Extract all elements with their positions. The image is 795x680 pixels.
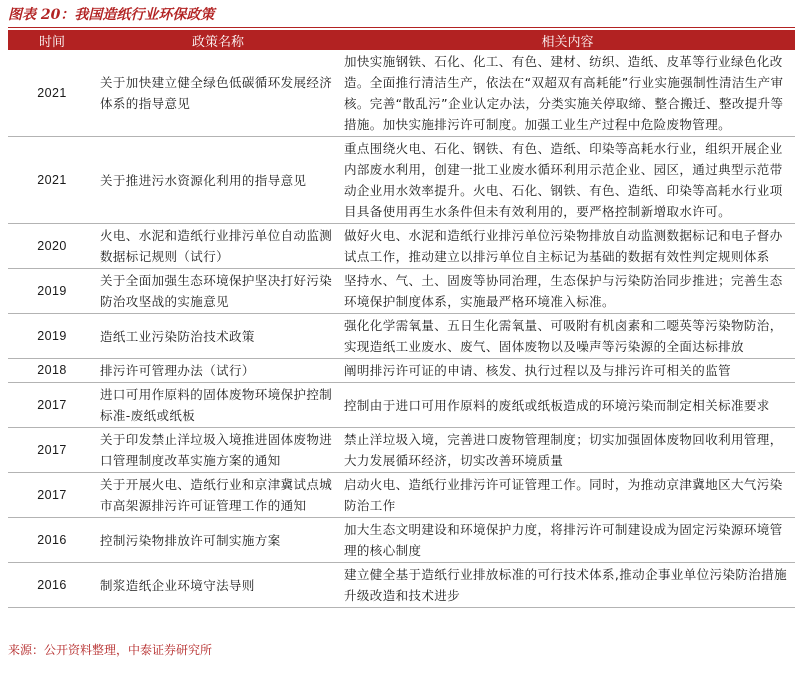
year-cell: 2019 bbox=[8, 269, 96, 314]
content-cell: 做好火电、水泥和造纸行业排污单位污染物排放自动监测数据标记和电子督办试点工作，推动建立以排污单位自主标记为基础的数据有效性判定规则体系 bbox=[340, 224, 795, 269]
policy-name-cell: 关于全面加强生态环境保护坚决打好污染防治攻坚战的实施意见 bbox=[96, 269, 340, 314]
table-row bbox=[8, 428, 795, 473]
table-row bbox=[8, 50, 795, 137]
policy-name-cell: 关于推进污水资源化利用的指导意见 bbox=[96, 137, 340, 224]
header-time: 时间 bbox=[8, 30, 96, 50]
source-note: 来源：公开资料整理，中泰证券研究所 bbox=[8, 643, 213, 657]
content-cell: 禁止洋垃圾入境，完善进口废物管理制度；切实加强固体废物回收利用管理，大力发展循环经济，切实改善环境质量 bbox=[340, 428, 795, 473]
policy-name-cell: 控制污染物排放许可制实施方案 bbox=[96, 518, 340, 563]
year-cell: 2017 bbox=[8, 428, 96, 473]
policy-name-cell: 排污许可管理办法（试行） bbox=[96, 359, 340, 383]
table-row bbox=[8, 137, 795, 224]
figure-title: 图表 20：我国造纸行业环保政策 bbox=[8, 7, 215, 23]
content-cell: 重点围绕火电、石化、钢铁、有色、造纸、印染等高耗水行业，组织开展企业内部废水利用，创建一批工业废水循环利用示范企业、园区，通过典型示范带动企业用水效率提升。火电、石化、钢铁、有色、造纸、印染等高耗水行业项目具备使用再生水条件但未有效利用的，要严格控制新增取水许可。 bbox=[340, 137, 795, 224]
content-cell: 坚持水、气、土、固废等协同治理，生态保护与污染防治同步推进；完善生态环境保护制度体系，实施最严格环境准入标准。 bbox=[340, 269, 795, 314]
content-cell: 加快实施钢铁、石化、化工、有色、建材、纺织、造纸、皮革等行业绿色化改造。全面推行清洁生产，依法在“双超双有高耗能”行业实施强制性清洁生产审核。完善“散乱污”企业认定办法，分类实施关停取缔、整合搬迁、整改提升等措施。加快实施排污许可制度。加强工业生产过程中危险废物管理。 bbox=[340, 50, 795, 137]
table-header-row bbox=[8, 30, 795, 50]
table-row bbox=[8, 518, 795, 563]
table-row bbox=[8, 269, 795, 314]
year-cell: 2016 bbox=[8, 563, 96, 608]
content-cell: 强化化学需氧量、五日生化需氧量、可吸附有机卤素和二噁英等污染物防治，实现造纸工业废水、废气、固体废物以及噪声等污染源的全面达标排放 bbox=[340, 314, 795, 359]
year-cell: 2021 bbox=[8, 50, 96, 137]
policy-name-cell: 制浆造纸企业环境守法导则 bbox=[96, 563, 340, 608]
policy-name-cell: 进口可用作原料的固体废物环境保护控制标准-废纸或纸板 bbox=[96, 383, 340, 428]
table-row bbox=[8, 383, 795, 428]
year-cell: 2017 bbox=[8, 383, 96, 428]
policy-name-cell: 关于加快建立健全绿色低碳循环发展经济体系的指导意见 bbox=[96, 50, 340, 137]
year-cell: 2018 bbox=[8, 359, 96, 383]
content-cell: 加大生态文明建设和环境保护力度，将排污许可制建设成为固定污染源环境管理的核心制度 bbox=[340, 518, 795, 563]
header-content: 相关内容 bbox=[340, 30, 795, 50]
year-cell: 2021 bbox=[8, 137, 96, 224]
policy-name-cell: 关于印发禁止洋垃圾入境推进固体废物进口管理制度改革实施方案的通知 bbox=[96, 428, 340, 473]
content-cell: 控制由于进口可用作原料的废纸或纸板造成的环境污染而制定相关标准要求 bbox=[340, 383, 795, 428]
table-row bbox=[8, 359, 795, 383]
table-row bbox=[8, 473, 795, 518]
header-policy-name: 政策名称 bbox=[96, 30, 340, 50]
year-cell: 2019 bbox=[8, 314, 96, 359]
content-cell: 建立健全基于造纸行业排放标准的可行技术体系,推动企事业单位污染防治措施升级改造和技术进步 bbox=[340, 563, 795, 608]
policy-name-cell: 关于开展火电、造纸行业和京津冀试点城市高架源排污许可证管理工作的通知 bbox=[96, 473, 340, 518]
table-row bbox=[8, 314, 795, 359]
content-cell: 阐明排污许可证的申请、核发、执行过程以及与排污许可相关的监管 bbox=[340, 359, 795, 383]
year-cell: 2020 bbox=[8, 224, 96, 269]
title-divider bbox=[8, 27, 795, 28]
table-row bbox=[8, 224, 795, 269]
policy-name-cell: 造纸工业污染防治技术政策 bbox=[96, 314, 340, 359]
year-cell: 2017 bbox=[8, 473, 96, 518]
table-row bbox=[8, 563, 795, 608]
year-cell: 2016 bbox=[8, 518, 96, 563]
content-cell: 启动火电、造纸行业排污许可证管理工作。同时，为推动京津冀地区大气污染防治工作 bbox=[340, 473, 795, 518]
policy-table bbox=[8, 30, 795, 608]
policy-name-cell: 火电、水泥和造纸行业排污单位自动监测数据标记规则（试行） bbox=[96, 224, 340, 269]
